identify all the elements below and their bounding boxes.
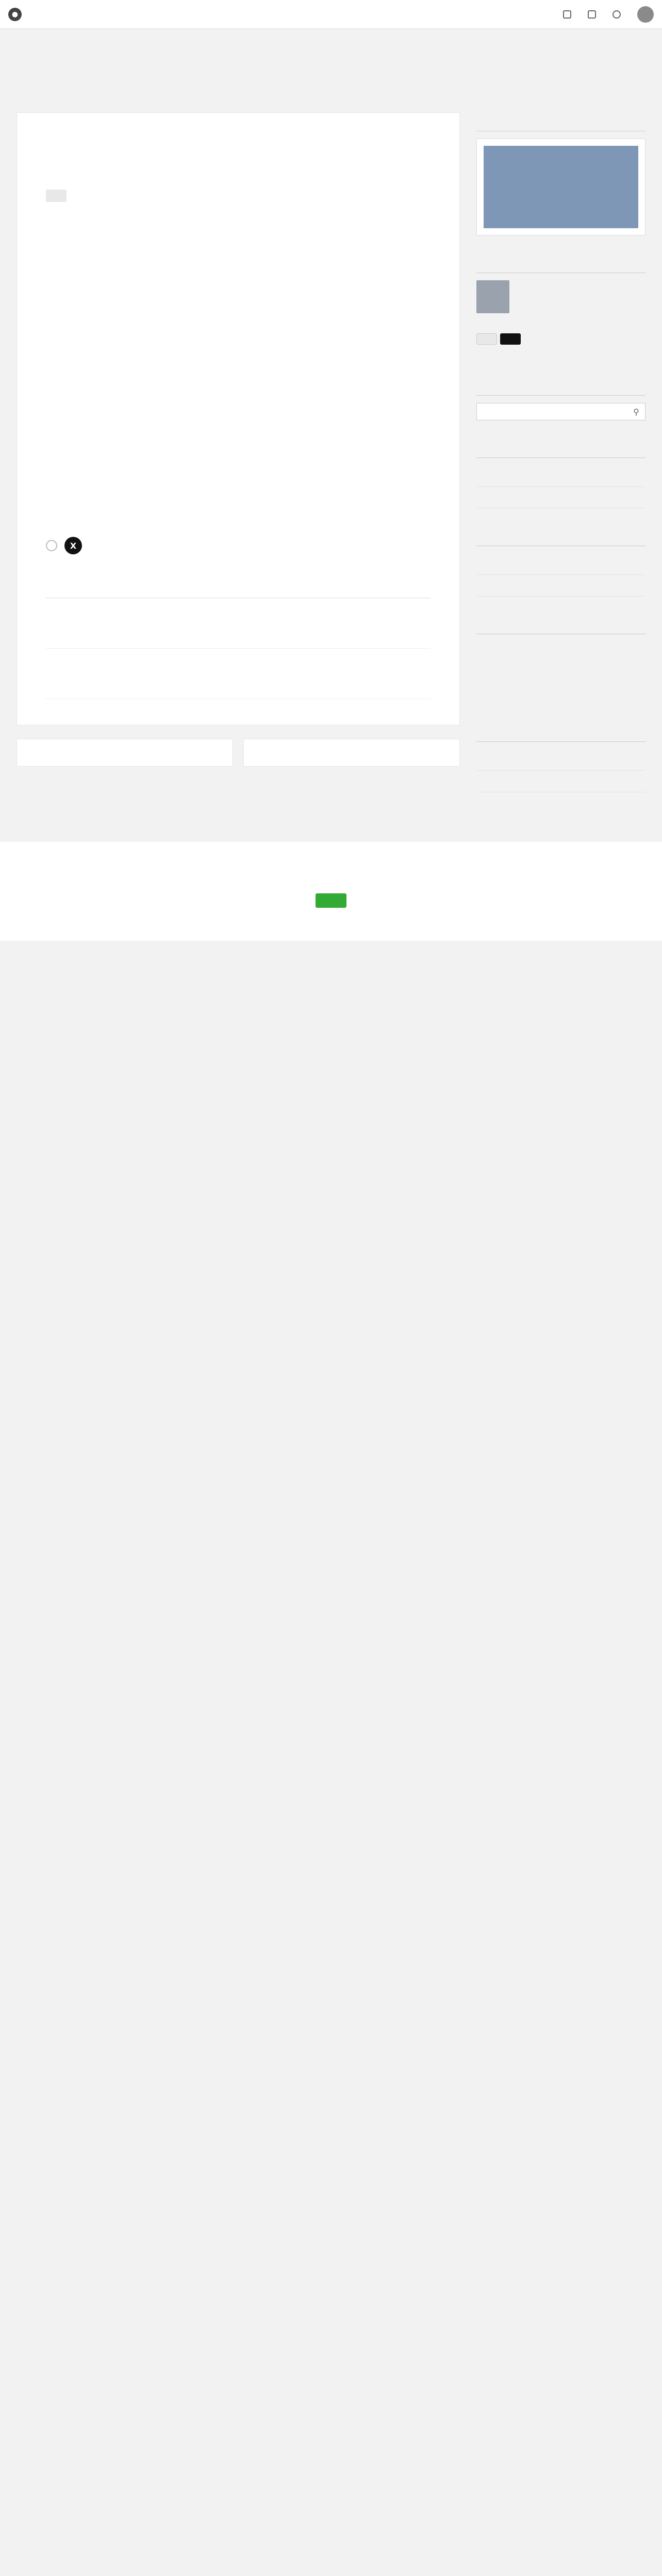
footer-button[interactable]	[316, 893, 346, 908]
search-module	[476, 377, 646, 420]
x-share-icon[interactable]: X	[64, 537, 82, 554]
pager-next-link[interactable]	[243, 739, 460, 767]
archive-year[interactable]	[476, 687, 646, 704]
entry-footer	[46, 513, 431, 554]
section-2-paragraph-1	[46, 312, 431, 328]
entry-pager	[16, 739, 460, 767]
office-banner[interactable]	[476, 139, 646, 235]
section-3-heading	[46, 364, 431, 376]
pencil-icon	[563, 10, 571, 19]
related-heading	[46, 579, 431, 598]
user-avatar[interactable]	[637, 6, 654, 23]
category-link[interactable]	[476, 771, 646, 792]
hatena-logo[interactable]	[8, 8, 26, 21]
category-title	[476, 723, 646, 742]
section-3-paragraph-2	[46, 404, 431, 419]
related-excerpt	[46, 681, 431, 689]
profile-avatar[interactable]	[476, 280, 509, 313]
archive-month[interactable]	[476, 659, 646, 673]
category-module	[476, 723, 646, 792]
section-1-paragraph-2	[46, 262, 431, 277]
entry-author[interactable]	[46, 513, 56, 521]
related-title[interactable]	[46, 668, 431, 679]
profile-row	[476, 280, 646, 313]
footer-link[interactable]	[0, 917, 662, 925]
global-topbar	[0, 0, 662, 29]
follow-x-button[interactable]	[500, 333, 521, 345]
archive-year[interactable]	[476, 641, 646, 659]
follow-button[interactable]	[476, 333, 497, 345]
search-box	[476, 403, 646, 420]
recent-title	[476, 439, 646, 458]
profile-title	[476, 254, 646, 273]
page-layout	[16, 112, 646, 811]
related-excerpt	[46, 631, 431, 639]
archive-month[interactable]	[476, 673, 646, 687]
related-item[interactable]	[46, 649, 431, 699]
recent-link[interactable]	[476, 465, 646, 487]
featured-title	[476, 527, 646, 546]
section-4-paragraph-1	[46, 454, 431, 470]
entry-footer-meta	[46, 513, 431, 521]
featured-list	[476, 553, 646, 597]
topbar-item-1[interactable]	[563, 9, 574, 20]
section-4-paragraph-2	[46, 477, 431, 493]
follow-row	[476, 333, 646, 345]
recent-module	[476, 439, 646, 509]
featured-module	[476, 527, 646, 597]
section-4-heading	[46, 435, 431, 448]
blog-title[interactable]	[0, 56, 662, 76]
pager-prev-link[interactable]	[16, 739, 233, 767]
star-icon[interactable]	[46, 540, 57, 551]
hatena-logo-icon: ●	[8, 8, 22, 21]
blog-header	[0, 29, 662, 112]
featured-link[interactable]	[476, 575, 646, 597]
section-1-heading	[46, 219, 431, 233]
about-link[interactable]	[476, 350, 646, 358]
share-row	[46, 537, 431, 554]
entry-title[interactable]	[46, 159, 431, 182]
category-list	[476, 749, 646, 792]
related-entries	[46, 579, 431, 699]
related-title[interactable]	[46, 618, 431, 629]
section-3-paragraph-1	[46, 381, 431, 397]
archive-module	[476, 615, 646, 704]
section-2-paragraph-2	[46, 335, 431, 350]
category-tag[interactable]	[46, 190, 67, 202]
topbar-item-2[interactable]	[588, 9, 599, 20]
list-icon	[588, 10, 596, 19]
entry-date[interactable]	[46, 144, 431, 152]
related-item[interactable]	[46, 598, 431, 649]
blog-description	[0, 83, 662, 92]
search-input[interactable]	[477, 403, 627, 420]
site-footer	[0, 842, 662, 941]
topbar-item-3[interactable]	[613, 9, 624, 20]
footer-title	[0, 859, 662, 871]
sidebar	[476, 112, 646, 811]
entry-permalink[interactable]	[62, 513, 73, 521]
article	[16, 112, 460, 725]
office-banner-text	[484, 146, 638, 228]
recent-link[interactable]	[476, 487, 646, 509]
search-title	[476, 377, 646, 396]
related-date	[46, 658, 431, 666]
sidebar-banner-title	[476, 112, 646, 131]
main-column	[16, 112, 460, 767]
search-icon[interactable]: ⚲	[633, 406, 639, 417]
related-date	[46, 607, 431, 616]
section-2-heading	[46, 293, 431, 306]
archive-title	[476, 615, 646, 634]
recent-list	[476, 465, 646, 509]
section-1-paragraph-1	[46, 239, 431, 255]
featured-link[interactable]	[476, 553, 646, 575]
category-link[interactable]	[476, 749, 646, 771]
entry-body	[46, 219, 431, 493]
bell-icon	[613, 10, 621, 19]
sidebar-banner-module	[476, 112, 646, 235]
footer-sub	[0, 878, 662, 886]
footer-bottom	[0, 941, 662, 977]
profile-module	[476, 254, 646, 358]
profile-text	[476, 318, 646, 328]
